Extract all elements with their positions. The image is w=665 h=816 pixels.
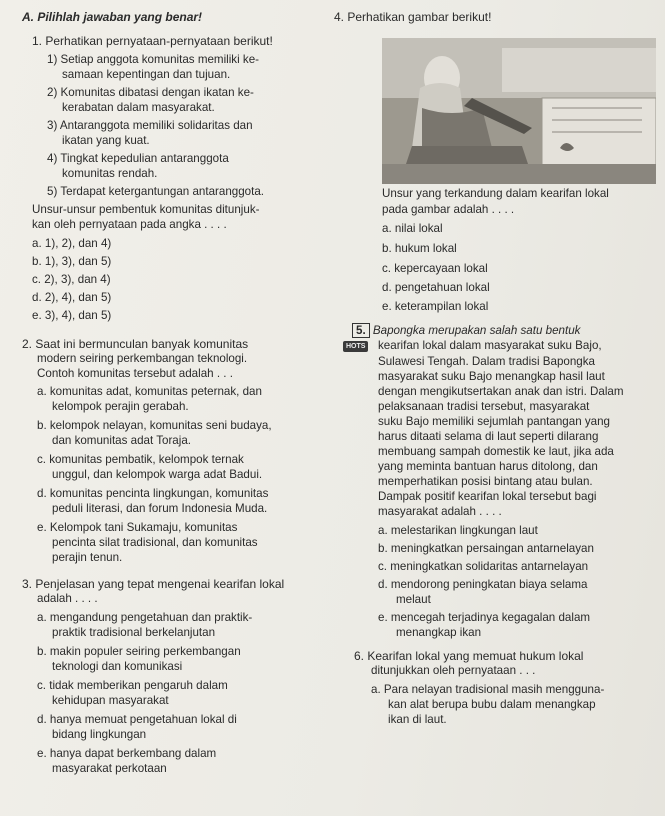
q6-option-a-cont2: ikan di laut. bbox=[388, 713, 447, 726]
q3-option-d-cont: bidang lingkungan bbox=[52, 728, 147, 741]
q1-option-c[interactable]: c. 2), 3), dan 4) bbox=[32, 273, 111, 286]
q2-option-e[interactable]: e. Kelompok tani Sukamaju, komunitas bbox=[37, 521, 238, 534]
q1-option-b[interactable]: b. 1), 3), dan 5) bbox=[32, 255, 112, 268]
q2-option-d-cont: peduli literasi, dan forum Indonesia Muda. bbox=[52, 502, 268, 515]
q3-option-b[interactable]: b. makin populer seiring perkembangan bbox=[37, 645, 241, 658]
q1-stem: 1. Perhatikan pernyataan-pernyataan berikut! bbox=[32, 34, 273, 48]
q4-question-cont: pada gambar adalah . . . . bbox=[382, 203, 515, 216]
q5-line-2: kearifan lokal dalam masyarakat suku Bajo, bbox=[378, 339, 602, 352]
q5-line-12: Dampak positif kearifan lokal tersebut bagi bbox=[378, 490, 597, 503]
q3-option-a[interactable]: a. mengandung pengetahuan dan praktik- bbox=[37, 611, 253, 624]
q3-option-c[interactable]: c. tidak memberikan pengaruh dalam bbox=[37, 679, 228, 692]
q2-option-c[interactable]: c. komunitas pembatik, kelompok ternak bbox=[37, 453, 244, 466]
q5-line-9: membuang sampah domestik ke laut, jika ada bbox=[378, 445, 614, 458]
weaving-woman-illustration bbox=[382, 38, 656, 184]
q1-statement-2: 2) Komunitas dibatasi dengan ikatan ke- bbox=[47, 86, 254, 99]
q1-question: Unsur-unsur pembentuk komunitas ditunjuk- bbox=[32, 203, 260, 216]
q5-option-e-cont: menangkap ikan bbox=[396, 626, 482, 639]
q3-stem: 3. Penjelasan yang tepat mengenai kearifan lokal bbox=[22, 577, 285, 591]
q3-option-d[interactable]: d. hanya memuat pengetahuan lokal di bbox=[37, 713, 237, 726]
q6-option-a-cont1: kan alat berupa bubu dalam menangkap bbox=[388, 698, 596, 711]
q5-option-c[interactable]: c. meningkatkan solidaritas antarnelayan bbox=[378, 560, 589, 573]
q5-option-b[interactable]: b. meningkatkan persaingan antarnelayan bbox=[378, 542, 594, 555]
q1-option-d[interactable]: d. 2), 4), dan 5) bbox=[32, 291, 112, 304]
q5-line-10: yang meminta bantuan harus ditolong, dan bbox=[378, 460, 598, 473]
q5-line-13: masyarakat adalah . . . . bbox=[378, 505, 502, 518]
q1-statement-1-cont: samaan kepentingan dan tujuan. bbox=[62, 68, 231, 81]
q1-statement-1: 1) Setiap anggota komunitas memiliki ke- bbox=[47, 53, 260, 66]
q4-question: Unsur yang terkandung dalam kearifan lokal bbox=[382, 187, 609, 200]
hots-badge bbox=[343, 340, 368, 354]
q5-option-d[interactable]: d. mendorong peningkatan biaya selama bbox=[378, 578, 588, 591]
q5-option-a[interactable]: a. melestarikan lingkungan laut bbox=[378, 524, 538, 537]
q2-stem: 2. Saat ini bermunculan banyak komunitas bbox=[22, 337, 249, 351]
q4-option-d[interactable]: d. pengetahuan lokal bbox=[382, 281, 490, 294]
q5-option-d-cont: melaut bbox=[396, 593, 431, 606]
q4-stem: 4. Perhatikan gambar berikut! bbox=[334, 10, 492, 24]
q5-option-e[interactable]: e. mencegah terjadinya kegagalan dalam bbox=[378, 611, 591, 624]
q5-line-11: memperhatikan posisi bintang atau bulan. bbox=[378, 475, 593, 488]
q6-stem-cont: ditunjukkan oleh pernyataan . . . bbox=[371, 664, 536, 677]
q2-option-d[interactable]: d. komunitas pencinta lingkungan, komunitas bbox=[37, 487, 269, 500]
q2-option-b[interactable]: b. kelompok nelayan, komunitas seni budaya, bbox=[37, 419, 272, 432]
q4-option-e[interactable]: e. keterampilan lokal bbox=[382, 300, 489, 313]
q6-option-a[interactable]: a. Para nelayan tradisional masih mengguna- bbox=[371, 683, 605, 696]
q2-stem-cont1: modern seiring perkembangan teknologi. bbox=[37, 352, 248, 365]
q5-number-box: 5. bbox=[352, 323, 370, 338]
q2-option-e-cont1: pencinta silat tradisional, dan komunitas bbox=[52, 536, 258, 549]
q2-option-e-cont2: perajin tenun. bbox=[52, 551, 123, 564]
q1-statement-4: 4) Tingkat kepedulian antaranggota bbox=[47, 152, 229, 165]
q2-option-c-cont: unggul, dan kelompok warga adat Badui. bbox=[52, 468, 263, 481]
q1-statement-3: 3) Antaranggota memiliki solidaritas dan bbox=[47, 119, 253, 132]
q3-option-b-cont: teknologi dan komunikasi bbox=[52, 660, 183, 673]
q4-option-b[interactable]: b. hukum lokal bbox=[382, 242, 457, 255]
q5-line-6: pelaksanaan tradisi tersebut, masyarakat bbox=[378, 400, 590, 413]
q1-statement-4-cont: komunitas rendah. bbox=[62, 167, 158, 180]
q3-option-a-cont: praktik tradisional berkelanjutan bbox=[52, 626, 216, 639]
q4-photo bbox=[382, 38, 656, 184]
q1-statement-3-cont: ikatan yang kuat. bbox=[62, 134, 150, 147]
q5-line-4: masyarakat suku Bajo menangkap hasil laut bbox=[378, 370, 605, 383]
q5-line-7: suku Bajo memiliki sejumlah pantangan yang bbox=[378, 415, 611, 428]
q1-option-a[interactable]: a. 1), 2), dan 4) bbox=[32, 237, 112, 250]
q3-stem-cont: adalah . . . . bbox=[37, 592, 98, 605]
q5-line-5: dengan mengikutsertakan anak dan istri. Dalam bbox=[378, 385, 624, 398]
q2-option-a-cont: kelompok perajin gerabah. bbox=[52, 400, 189, 413]
q4-option-a[interactable]: a. nilai lokal bbox=[382, 222, 443, 235]
q5-line-3: Sulawesi Tengah. Dalam tradisi Bapongka bbox=[378, 355, 595, 368]
q1-statement-5: 5) Terdapat ketergantungan antaranggota. bbox=[47, 185, 265, 198]
q1-statement-2-cont: kerabatan dalam masyarakat. bbox=[62, 101, 215, 114]
q6-stem: 6. Kearifan lokal yang memuat hukum lokal bbox=[354, 649, 584, 663]
q2-stem-cont2: Contoh komunitas tersebut adalah . . . bbox=[37, 367, 233, 380]
q2-option-a[interactable]: a. komunitas adat, komunitas peternak, dan bbox=[37, 385, 262, 398]
section-title: A. Pilihlah jawaban yang benar! bbox=[22, 10, 203, 24]
q2-option-b-cont: dan komunitas adat Toraja. bbox=[52, 434, 191, 447]
q5-line-1: Bapongka merupakan salah satu bentuk bbox=[372, 324, 581, 337]
q4-option-c[interactable]: c. kepercayaan lokal bbox=[382, 262, 488, 275]
q3-option-c-cont: kehidupan masyarakat bbox=[52, 694, 169, 707]
q1-option-e[interactable]: e. 3), 4), dan 5) bbox=[32, 309, 112, 322]
q3-option-e-cont: masyarakat perkotaan bbox=[52, 762, 167, 775]
q1-question-cont: kan oleh pernyataan pada angka . . . . bbox=[32, 218, 227, 231]
q3-option-e[interactable]: e. hanya dapat berkembang dalam bbox=[37, 747, 217, 760]
q5-line-8: harus ditaati selama di laut seperti dilarang bbox=[378, 430, 599, 443]
hots-label: HOTS bbox=[343, 341, 368, 352]
q5-stem bbox=[352, 323, 580, 338]
